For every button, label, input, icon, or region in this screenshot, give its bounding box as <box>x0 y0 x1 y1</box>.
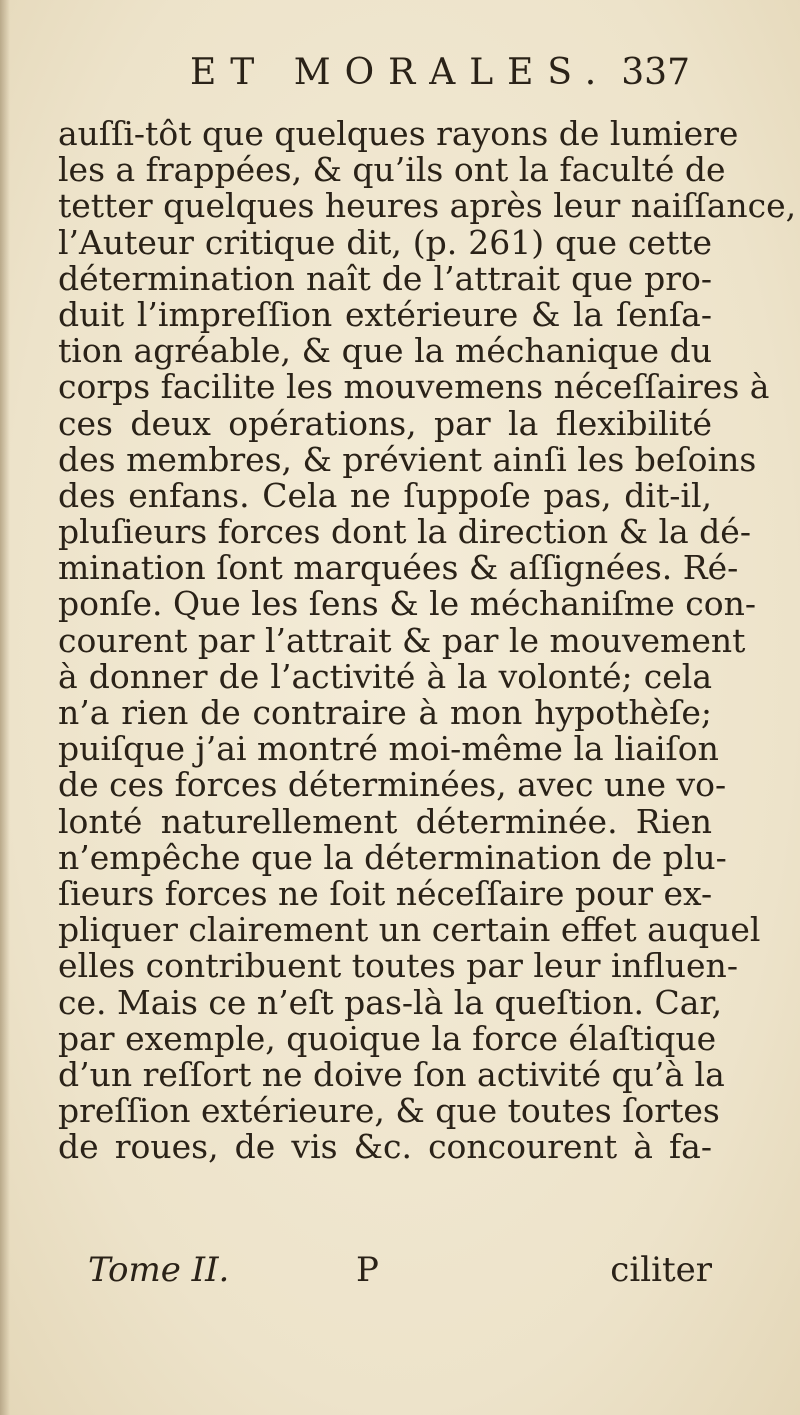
text-line: n’empêche que la détermination de plu- <box>58 837 727 877</box>
body-text <box>58 114 797 1167</box>
text-line: détermination naît de l’attrait que pro- <box>58 258 712 298</box>
text-line: mination ſont marquées & aſſignées. Ré- <box>58 548 739 588</box>
text-line: n’a rien de contraire à mon hypothèſe; <box>58 693 712 732</box>
text-line: preſſion extérieure, & que toutes ſortes <box>58 1091 720 1131</box>
text-line: ſieurs forces ne ſoit néceſſaire pour ex- <box>58 873 713 913</box>
text-line: courent par l’attrait & par le mouvement <box>58 620 746 660</box>
catchword: ciliter <box>610 1250 712 1290</box>
text-line: pliquer clairement un certain effet auquel <box>58 910 761 950</box>
text-line: ce. Mais ce n’eſt pas-là la queſtion. Car, <box>58 982 723 1022</box>
text-line: ces deux opérations, par la flexibilité <box>58 403 712 443</box>
text-line: des enfans. Cela ne ſuppoſe pas, dit-il, <box>58 475 712 515</box>
text-line: par exemple, quoique la force élaſtique <box>58 1018 717 1058</box>
text-line: les a frappées, & qu’ils ont la faculté de <box>58 150 726 190</box>
text-line: tion agréable, & que la méchanique du <box>58 331 712 371</box>
text-line: d’un reſſort ne doive ſon activité qu’à la <box>58 1054 725 1094</box>
signature-mark: P <box>356 1250 379 1290</box>
text-line: duit l’impreſſion extérieure & la ſenſa- <box>58 294 712 334</box>
page-footer <box>88 1250 712 1294</box>
text-line: puiſque j’ai montré moi-même la liaiſon <box>58 729 719 769</box>
text-line: tetter quelques heures après leur naiſſance, <box>58 186 797 226</box>
text-line: lonté naturellement déterminée. Rien <box>58 801 712 841</box>
text-line: pluſieurs forces dont la direction & la dé- <box>58 512 751 552</box>
text-line: à donner de l’activité à la volonté; cela <box>58 656 712 696</box>
text-line: elles contribuent toutes par leur influen- <box>58 946 738 986</box>
text-line: de roues, de vis &c. concourent à fa- <box>58 1127 712 1167</box>
running-head <box>190 52 690 102</box>
text-line: corps facilite les mouvemens néceſſaires à <box>58 367 770 407</box>
page-number: 337 <box>621 52 690 93</box>
text-line: ponſe. Que les ſens & le méchaniſme con- <box>58 584 756 624</box>
spine-shadow <box>0 0 10 1415</box>
text-line: auſſi-tôt que quelques rayons de lumiere <box>58 114 739 153</box>
running-title: ET MORALES. <box>190 52 611 93</box>
text-line: l’Auteur critique dit, (p. 261) que cette <box>58 222 712 262</box>
text-line: des membres, & prévient ainſi les beſoins <box>58 439 757 479</box>
volume-label: Tome II. <box>88 1250 230 1290</box>
text-line: de ces forces déterminées, avec une vo- <box>58 765 727 805</box>
